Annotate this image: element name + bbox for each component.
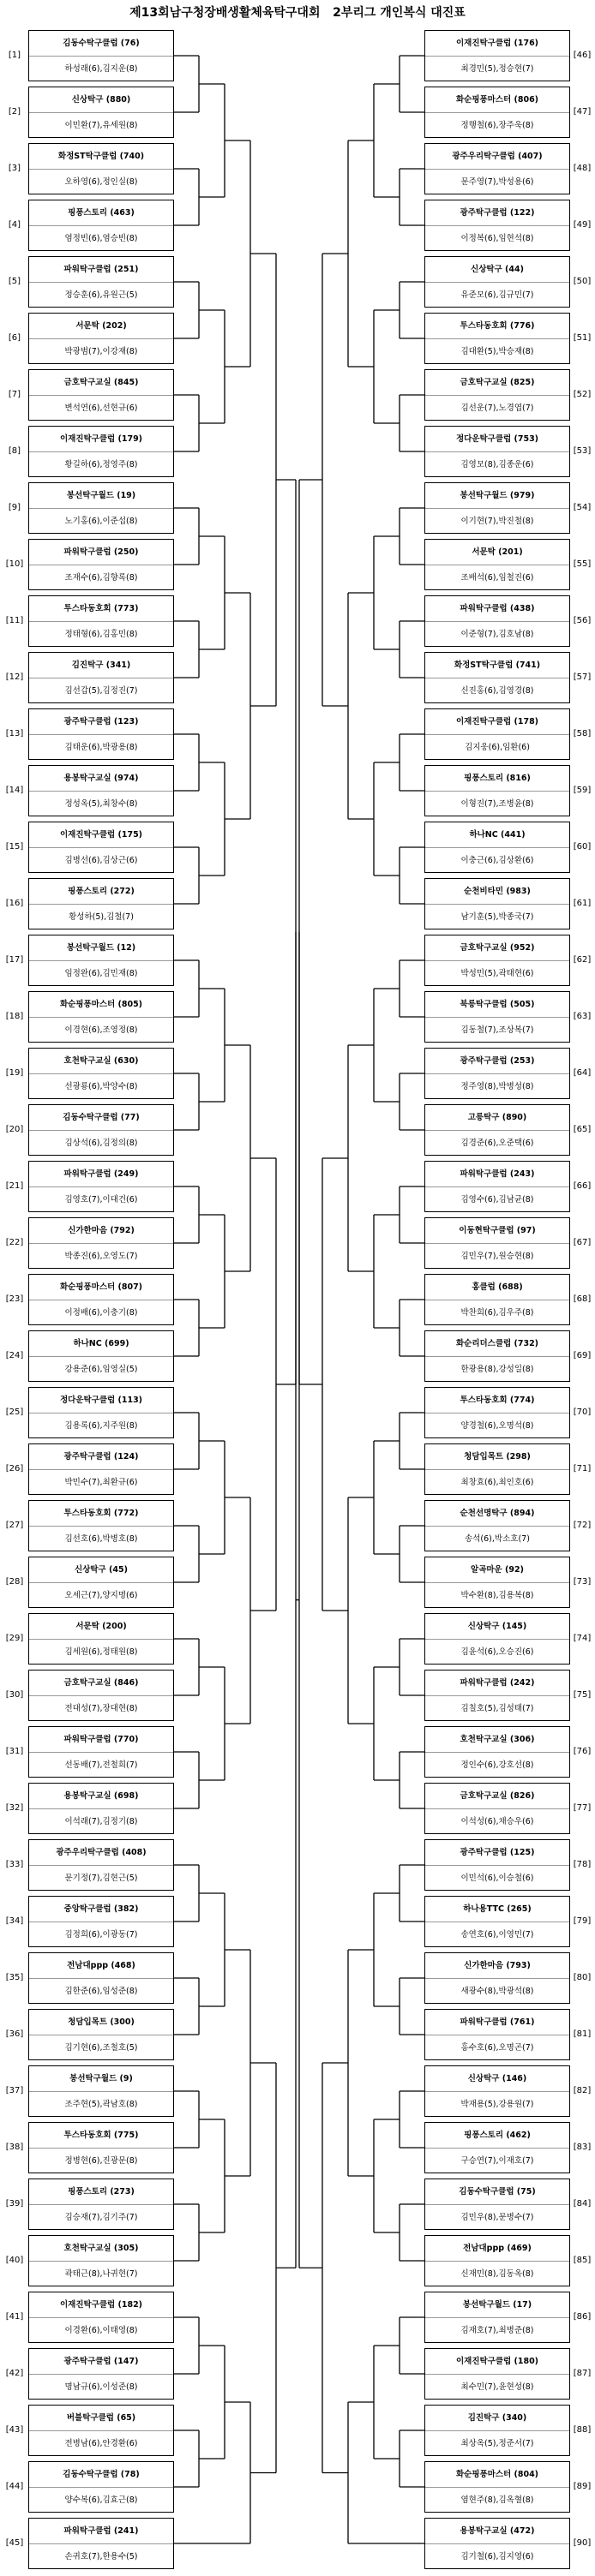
match-number: [23]	[5, 1294, 24, 1304]
club-name: 광주탁구클럽 (122)	[425, 200, 569, 226]
match-number: [58]	[573, 729, 592, 738]
match-number: [28]	[5, 1577, 24, 1587]
player-names: 김상석(6),김정의(8)	[64, 1139, 138, 1148]
match-number: [16]	[5, 899, 24, 908]
club-name: 파워탁구클럽 (251)	[29, 257, 173, 283]
player-names: 하성래(6),김지운(8)	[64, 64, 138, 74]
match-number: [69]	[573, 1351, 592, 1360]
club-name: 광주우리탁구클럽 (407)	[425, 144, 569, 170]
club-name: 호천탁구교실 (630)	[29, 1049, 173, 1074]
player-names: 신재민(8),김동옥(8)	[460, 2269, 534, 2279]
player-names: 김경준(6),오준택(6)	[460, 1139, 534, 1148]
player-names: 최상옥(5),정준서(7)	[460, 2439, 534, 2448]
club-name: 하나용TTC (265)	[425, 1897, 569, 1922]
club-name: 순천선명탁구 (894)	[425, 1501, 569, 1527]
player-names: 김기현(6),조철호(5)	[64, 2043, 138, 2053]
club-name: 서문탁 (201)	[425, 540, 569, 565]
club-name: 금호탁구교실 (845)	[29, 370, 173, 396]
match-number: [8]	[8, 446, 21, 456]
match-number: [6]	[8, 333, 21, 343]
player-names: 정승훈(6),유원근(5)	[64, 290, 138, 300]
match-number: [72]	[573, 1521, 592, 1530]
club-name: 청담입목트 (298)	[425, 1444, 569, 1470]
player-names: 정태형(6),김홍민(8)	[64, 630, 138, 639]
club-name: 화정ST탁구클럽 (740)	[29, 144, 173, 170]
player-names: 이민환(7),유세원(8)	[64, 121, 138, 130]
match-number: [90]	[573, 2538, 592, 2548]
player-names: 염정빈(6),염승빈(8)	[64, 234, 138, 243]
player-names: 김동철(7),조상복(7)	[460, 1025, 534, 1035]
club-name: 고릉탁구 (890)	[425, 1105, 569, 1131]
match-number: [64]	[573, 1068, 592, 1078]
player-names: 송석(6),박소호(7)	[465, 1534, 530, 1544]
player-names: 문주영(7),박성용(6)	[460, 177, 534, 187]
player-names: 신진홍(6),김영경(8)	[460, 686, 534, 696]
match-number: [53]	[573, 446, 592, 456]
match-number: [13]	[5, 729, 24, 738]
player-names: 최창효(6),최인호(6)	[460, 1478, 534, 1487]
match-number: [49]	[573, 220, 592, 230]
match-number: [26]	[5, 1464, 24, 1473]
match-number: [65]	[573, 1125, 592, 1134]
player-names: 김기철(6),김지영(6)	[460, 2552, 534, 2561]
player-names: 조주현(5),곽남호(8)	[64, 2100, 138, 2109]
match-number: [60]	[573, 842, 592, 852]
match-number: [76]	[573, 1747, 592, 1756]
player-names: 곽태근(8),나귀현(7)	[64, 2269, 138, 2279]
match-number: [78]	[573, 1860, 592, 1869]
player-names: 이기현(7),박진철(8)	[460, 517, 534, 526]
player-names: 조배석(6),임철진(6)	[460, 573, 534, 583]
match-number: [80]	[573, 1973, 592, 1982]
club-name: 광주탁구클럽 (123)	[29, 709, 173, 735]
player-names: 김영모(8),김종운(6)	[460, 460, 534, 469]
player-names: 이경현(6),조영정(8)	[64, 1025, 138, 1035]
club-name: 신상탁구 (45)	[29, 1557, 173, 1583]
club-name: 화순핑퐁마스터 (805)	[29, 992, 173, 1018]
player-names: 김재호(7),최병준(8)	[460, 2326, 534, 2335]
player-names: 이민석(6),이승철(6)	[460, 1874, 534, 1883]
club-name: 정다운탁구클럽 (753)	[425, 427, 569, 452]
match-number: [2]	[8, 107, 21, 117]
club-name: 핑퐁스토리 (462)	[425, 2123, 569, 2149]
match-number: [74]	[573, 1634, 592, 1643]
match-number: [46]	[573, 51, 592, 60]
player-names: 정인수(6),강호선(8)	[460, 1760, 534, 1770]
player-names: 유준모(6),김규민(7)	[460, 290, 534, 300]
player-names: 최경민(5),정승현(7)	[460, 64, 534, 74]
club-name: 이재진탁구클럽 (178)	[425, 709, 569, 735]
club-name: 파워탁구클럽 (242)	[425, 1671, 569, 1696]
player-names: 박광범(7),이강재(8)	[64, 347, 138, 356]
match-number: [51]	[573, 333, 592, 343]
match-number: [73]	[573, 1577, 592, 1587]
match-number: [59]	[573, 786, 592, 795]
club-name: 호천탁구교실 (306)	[425, 1727, 569, 1753]
club-name: 파워탁구클럽 (761)	[425, 2010, 569, 2035]
club-name: 금호탁구교실 (952)	[425, 935, 569, 961]
club-name: 봉선탁구월드 (9)	[29, 2066, 173, 2092]
player-names: 김세원(6),정태원(8)	[64, 1647, 138, 1657]
player-names: 박찬희(6),김우주(8)	[460, 1308, 534, 1318]
player-names: 양수복(6),김효근(8)	[64, 2495, 138, 2505]
player-names: 손귀호(7),한용수(5)	[64, 2552, 138, 2561]
club-name: 파워탁구클럽 (770)	[29, 1727, 173, 1753]
player-names: 이정배(6),이충기(8)	[64, 1308, 138, 1318]
player-names: 박성민(5),곽태현(6)	[460, 969, 534, 978]
player-names: 강용준(6),임영실(5)	[64, 1365, 138, 1374]
club-name: 금호탁구교실 (825)	[425, 370, 569, 396]
player-names: 오세근(7),양지명(6)	[64, 1591, 138, 1600]
match-number: [34]	[5, 1916, 24, 1926]
club-name: 순천비타민 (983)	[425, 879, 569, 905]
club-name: 김진탁구 (340)	[425, 2406, 569, 2431]
match-number: [33]	[5, 1860, 24, 1869]
club-name: 봉선탁구월드 (12)	[29, 935, 173, 961]
match-number: [1]	[8, 51, 21, 60]
match-number: [37]	[5, 2086, 24, 2095]
club-name: 홍클럽 (688)	[425, 1275, 569, 1300]
player-names: 정성옥(5),최창수(8)	[64, 799, 138, 809]
player-names: 정행철(6),장주욱(8)	[460, 121, 534, 130]
club-name: 이재진탁구클럽 (179)	[29, 427, 173, 452]
match-number: [62]	[573, 955, 592, 965]
match-number: [7]	[8, 390, 21, 399]
player-names: 구승연(7),이재호(7)	[460, 2156, 534, 2166]
club-name: 전남대ppp (468)	[29, 1953, 173, 1979]
club-name: 신가한마음 (793)	[425, 1953, 569, 1979]
club-name: 김동수탁구클럽 (76)	[29, 31, 173, 57]
club-name: 이재진탁구클럽 (180)	[425, 2349, 569, 2375]
player-names: 이충근(6),김상환(6)	[460, 856, 534, 865]
match-number: [82]	[573, 2086, 592, 2095]
match-number: [36]	[5, 2029, 24, 2039]
match-number: [88]	[573, 2425, 592, 2435]
match-number: [84]	[573, 2199, 592, 2208]
match-number: [54]	[573, 503, 592, 512]
player-names: 이정복(6),임현석(8)	[460, 234, 534, 243]
club-name: 신상탁구 (145)	[425, 1614, 569, 1640]
club-name: 봉선탁구월드 (19)	[29, 483, 173, 509]
match-number: [18]	[5, 1012, 24, 1021]
club-name: 투스타동호회 (776)	[425, 314, 569, 339]
match-number: [85]	[573, 2256, 592, 2265]
club-name: 화순핑퐁마스터 (807)	[29, 1275, 173, 1300]
match-number: [71]	[573, 1464, 592, 1473]
player-names: 노기홍(6),이준섭(8)	[64, 517, 138, 526]
club-name: 화순핑퐁마스터 (806)	[425, 87, 569, 113]
club-name: 북릉탁구클럽 (505)	[425, 992, 569, 1018]
match-number: [57]	[573, 672, 592, 682]
match-number: [50]	[573, 277, 592, 286]
club-name: 용봉탁구교실 (698)	[29, 1784, 173, 1809]
player-names: 김선호(6),박병호(8)	[64, 1534, 138, 1544]
player-names: 황길하(6),정영주(8)	[64, 460, 138, 469]
page-title: 제13회남구청장배생활체육탁구대회 2부리그 개인복식 대진표	[129, 6, 466, 20]
player-names: 선동배(7),전철희(7)	[64, 1760, 138, 1770]
player-names: 한광용(8),강성일(8)	[460, 1365, 534, 1374]
match-number: [39]	[5, 2199, 24, 2208]
match-number: [81]	[573, 2029, 592, 2039]
player-names: 김영수(6),김남균(8)	[460, 1195, 534, 1204]
club-name: 버블탁구클럽 (65)	[29, 2406, 173, 2431]
match-number: [12]	[5, 672, 24, 682]
club-name: 알곡마운 (92)	[425, 1557, 569, 1583]
match-number: [3]	[8, 164, 21, 173]
player-names: 김태운(6),박광용(8)	[64, 743, 138, 752]
match-number: [11]	[5, 616, 24, 625]
match-number: [56]	[573, 616, 592, 625]
match-number: [61]	[573, 899, 592, 908]
player-names: 선광룡(6),박양수(8)	[64, 1082, 138, 1091]
player-names: 황성하(5),김철(7)	[69, 912, 134, 922]
player-names: 전대성(7),장대현(8)	[64, 1704, 138, 1713]
club-name: 신상탁구 (146)	[425, 2066, 569, 2092]
club-name: 용봉탁구교실 (472)	[425, 2519, 569, 2544]
player-names: 김선운(7),노경엽(7)	[460, 403, 534, 413]
club-name: 파워탁구클럽 (249)	[29, 1162, 173, 1187]
player-names: 문기정(7),김현근(5)	[64, 1874, 138, 1883]
player-names: 조재수(6),김향록(8)	[64, 573, 138, 583]
club-name: 파워탁구클럽 (241)	[29, 2519, 173, 2544]
player-names: 이형진(7),조병윤(8)	[460, 799, 534, 809]
club-name: 봉선탁구월드 (979)	[425, 483, 569, 509]
match-number: [22]	[5, 1238, 24, 1247]
club-name: 화순핑퐁마스터 (804)	[425, 2462, 569, 2488]
club-name: 신상탁구 (44)	[425, 257, 569, 283]
match-number: [67]	[573, 1238, 592, 1247]
match-number: [15]	[5, 842, 24, 852]
player-names: 김대환(5),박승재(8)	[460, 347, 534, 356]
player-names: 이준형(7),김호남(8)	[460, 630, 534, 639]
club-name: 금호탁구교실 (826)	[425, 1784, 569, 1809]
player-names: 김승재(7),김기주(7)	[64, 2213, 138, 2222]
match-number: [77]	[573, 1803, 592, 1813]
club-name: 금호탁구교실 (846)	[29, 1671, 173, 1696]
player-names: 박종진(6),오영도(7)	[64, 1252, 138, 1261]
club-name: 정다운탁구클럽 (113)	[29, 1388, 173, 1414]
match-number: [19]	[5, 1068, 24, 1078]
player-names: 정병현(6),진광문(8)	[64, 2156, 138, 2166]
match-number: [38]	[5, 2143, 24, 2152]
player-names: 이석래(7),김정기(8)	[64, 1817, 138, 1826]
match-number: [79]	[573, 1916, 592, 1926]
match-number: [52]	[573, 390, 592, 399]
match-number: [63]	[573, 1012, 592, 1021]
match-number: [89]	[573, 2482, 592, 2491]
player-names: 김칠호(5),김성태(7)	[460, 1704, 534, 1713]
match-number: [5]	[8, 277, 21, 286]
player-names: 박재용(5),강용원(7)	[460, 2100, 534, 2109]
match-number: [30]	[5, 1690, 24, 1700]
player-names: 홍수호(6),오명곤(7)	[460, 2043, 534, 2053]
club-name: 투스타동호회 (773)	[29, 596, 173, 622]
club-name: 청담입목트 (300)	[29, 2010, 173, 2035]
club-name: 광주우리탁구클럽 (408)	[29, 1840, 173, 1866]
club-name: 김동수탁구클럽 (75)	[425, 2179, 569, 2205]
club-name: 서문탁 (202)	[29, 314, 173, 339]
club-name: 이동현탁구클럽 (97)	[425, 1218, 569, 1244]
player-names: 김민우(7),원승현(8)	[460, 1252, 534, 1261]
match-number: [68]	[573, 1294, 592, 1304]
match-number: [29]	[5, 1634, 24, 1643]
club-name: 핑퐁스토리 (463)	[29, 200, 173, 226]
match-number: [14]	[5, 786, 24, 795]
match-number: [25]	[5, 1408, 24, 1417]
match-number: [47]	[573, 107, 592, 117]
club-name: 광주탁구클럽 (125)	[425, 1840, 569, 1866]
club-name: 투스타동호회 (772)	[29, 1501, 173, 1527]
match-number: [75]	[573, 1690, 592, 1700]
club-name: 김동수탁구클럽 (78)	[29, 2462, 173, 2488]
player-names: 양경철(6),오명석(8)	[460, 1421, 534, 1431]
player-names: 김정희(6),이광동(7)	[64, 1930, 138, 1939]
player-names: 김한준(6),임성준(8)	[64, 1987, 138, 1996]
match-number: [87]	[573, 2369, 592, 2378]
club-name: 투스타동호회 (774)	[425, 1388, 569, 1414]
match-number: [70]	[573, 1408, 592, 1417]
player-names: 김선갑(5),김정진(7)	[64, 686, 138, 696]
player-names: 김지웅(6),임환(6)	[465, 743, 530, 752]
match-number: [44]	[5, 2482, 24, 2491]
match-number: [86]	[573, 2312, 592, 2322]
player-names: 명남규(6),이성준(8)	[64, 2382, 138, 2392]
club-name: 이재진탁구클럽 (176)	[425, 31, 569, 57]
match-number: [9]	[8, 503, 21, 512]
player-names: 김병선(6),김상근(6)	[64, 856, 138, 865]
club-name: 서문탁 (200)	[29, 1614, 173, 1640]
club-name: 파워탁구클럽 (243)	[425, 1162, 569, 1187]
club-name: 핑퐁스토리 (272)	[29, 879, 173, 905]
player-names: 박민수(7),최환규(6)	[64, 1478, 138, 1487]
club-name: 핑퐁스토리 (816)	[425, 766, 569, 792]
club-name: 김동수탁구클럽 (77)	[29, 1105, 173, 1131]
player-names: 박수환(8),김용복(8)	[460, 1591, 534, 1600]
club-name: 하나NC (441)	[425, 822, 569, 848]
match-number: [27]	[5, 1521, 24, 1530]
player-names: 새광수(8),박광석(8)	[460, 1987, 534, 1996]
player-names: 김용록(6),지주원(8)	[64, 1421, 138, 1431]
player-names: 전병남(6),안경환(6)	[64, 2439, 138, 2448]
club-name: 이재진탁구클럽 (175)	[29, 822, 173, 848]
match-number: [20]	[5, 1125, 24, 1134]
club-name: 파워탁구클럽 (250)	[29, 540, 173, 565]
match-number: [48]	[573, 164, 592, 173]
club-name: 이재진탁구클럽 (182)	[29, 2292, 173, 2318]
match-number: [45]	[5, 2538, 24, 2548]
player-names: 송연호(6),이영민(7)	[460, 1930, 534, 1939]
match-number: [55]	[573, 559, 592, 569]
match-number: [31]	[5, 1747, 24, 1756]
club-name: 하나NC (699)	[29, 1331, 173, 1357]
player-names: 염현주(8),김옥혈(8)	[460, 2495, 534, 2505]
match-number: [42]	[5, 2369, 24, 2378]
match-number: [32]	[5, 1803, 24, 1813]
club-name: 파워탁구클럽 (438)	[425, 596, 569, 622]
player-names: 김윤석(6),오승진(6)	[460, 1647, 534, 1657]
match-number: [24]	[5, 1351, 24, 1360]
club-name: 신상탁구 (880)	[29, 87, 173, 113]
match-number: [43]	[5, 2425, 24, 2435]
player-names: 김민우(8),문병수(7)	[460, 2213, 534, 2222]
club-name: 김진탁구 (341)	[29, 653, 173, 678]
player-names: 임정완(6),김민재(8)	[64, 969, 138, 978]
player-names: 최수민(7),윤현성(8)	[460, 2382, 534, 2392]
match-number: [83]	[573, 2143, 592, 2152]
match-number: [35]	[5, 1973, 24, 1982]
match-number: [17]	[5, 955, 24, 965]
match-number: [21]	[5, 1181, 24, 1191]
club-name: 신가한마음 (792)	[29, 1218, 173, 1244]
player-names: 정주영(8),박병성(8)	[460, 1082, 534, 1091]
club-name: 전남대ppp (469)	[425, 2236, 569, 2262]
player-names: 김영호(7),이대건(6)	[64, 1195, 138, 1204]
match-number: [10]	[5, 559, 24, 569]
match-number: [41]	[5, 2312, 24, 2322]
match-number: [40]	[5, 2256, 24, 2265]
club-name: 용봉탁구교실 (974)	[29, 766, 173, 792]
club-name: 화정ST탁구클럽 (741)	[425, 653, 569, 678]
club-name: 투스타동호회 (775)	[29, 2123, 173, 2149]
player-names: 변석연(6),선현규(6)	[64, 403, 138, 413]
match-number: [66]	[573, 1181, 592, 1191]
player-names: 이석성(6),채승우(6)	[460, 1817, 534, 1826]
club-name: 봉선탁구월드 (17)	[425, 2292, 569, 2318]
club-name: 광주탁구클럽 (253)	[425, 1049, 569, 1074]
club-name: 광주탁구클럽 (147)	[29, 2349, 173, 2375]
player-names: 남기훈(5),박종국(7)	[460, 912, 534, 922]
club-name: 호천탁구교실 (305)	[29, 2236, 173, 2262]
player-names: 이경환(6),이태영(8)	[64, 2326, 138, 2335]
club-name: 중앙탁구클럽 (382)	[29, 1897, 173, 1922]
club-name: 광주탁구클럽 (124)	[29, 1444, 173, 1470]
club-name: 핑퐁스토리 (273)	[29, 2179, 173, 2205]
match-number: [4]	[8, 220, 21, 230]
player-names: 오하영(6),정인실(8)	[64, 177, 138, 187]
club-name: 화순리더스클럽 (732)	[425, 1331, 569, 1357]
